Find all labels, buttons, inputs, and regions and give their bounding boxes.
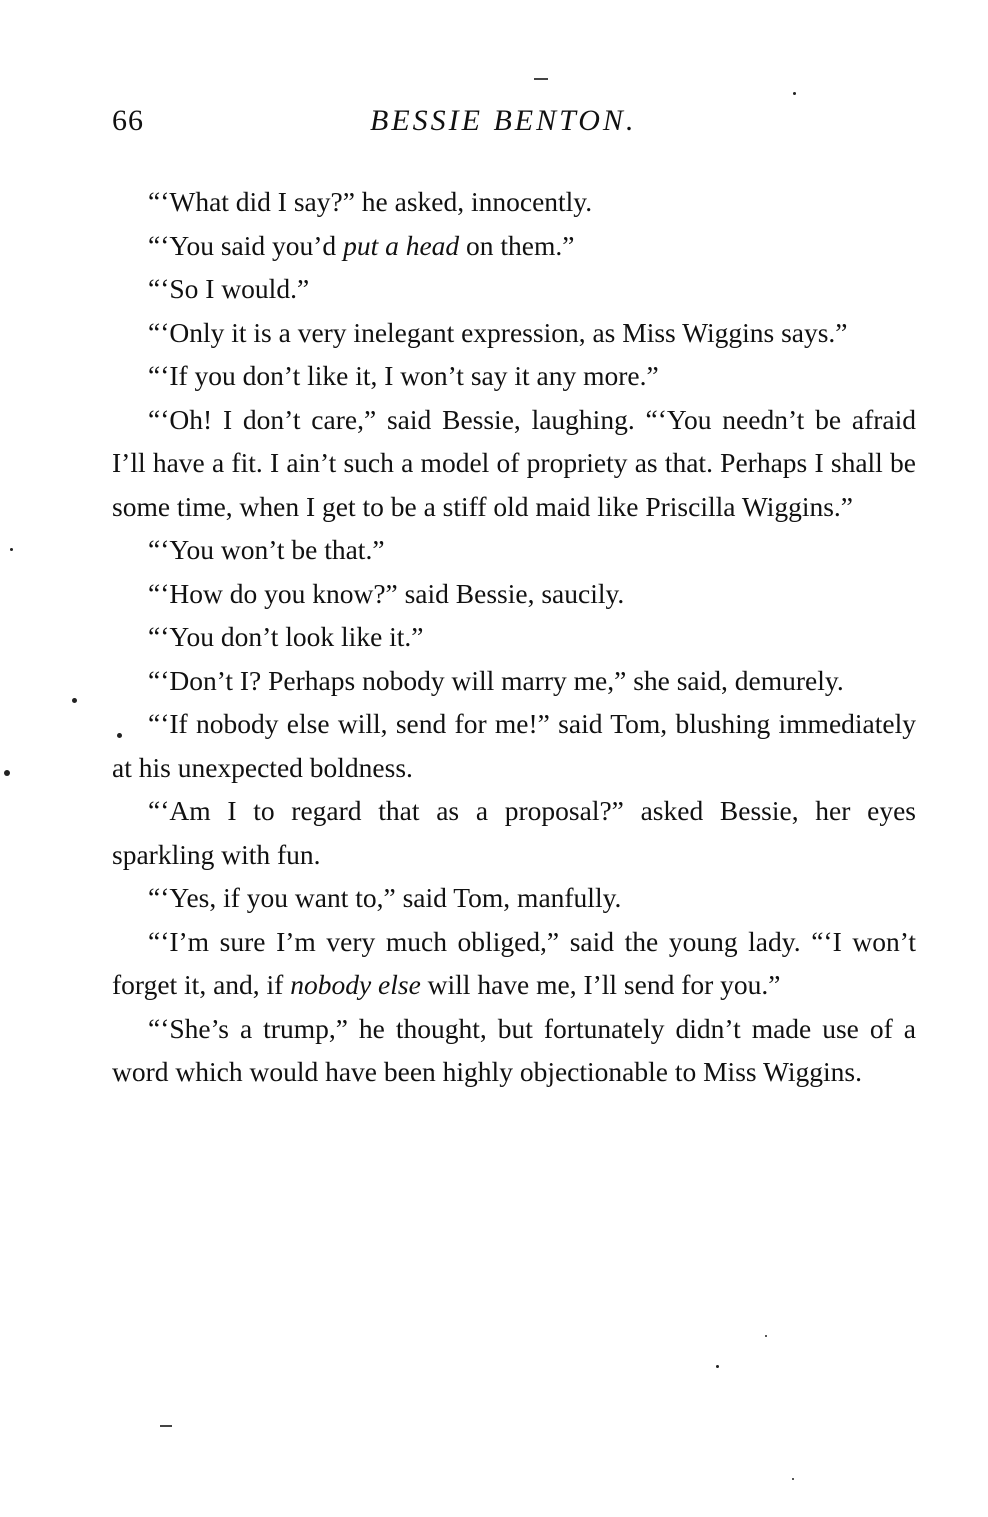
paragraph-text: “‘I’m sure I’m very much obliged,” said the young lady. “‘I won’t forget it, and, if [112,925,916,1000]
paragraph-text: “‘You don’t look like it.” [148,621,424,652]
paragraph [112,659,916,703]
paragraph [112,920,916,1007]
paragraph-text: “‘You said you’d [148,229,344,261]
italic-text: put a head [343,229,460,261]
paragraph-text: “‘Don’t I? Perhaps nobody will marry me,” she said, demurely. [148,664,844,696]
paragraph-text: “‘If you don’t like it, I won’t say it any more.” [148,360,659,391]
paragraph-text: “‘She’s a trump,” he thought, but fortunately didn’t made use of a word which would have been highly objectionable to Miss Wiggins. [112,1012,916,1087]
paragraph [112,311,916,355]
paragraph-text: on them.” [459,229,575,261]
running-title: BESSIE BENTON. [370,104,637,137]
paragraph-text: “‘What did I say?” he asked, innocently. [148,186,593,217]
paragraph [112,789,916,876]
paragraph-text: “‘If nobody else will, send for me!” said Tom, blushing immediately at his unexpected boldness. [112,708,916,783]
paragraph-text: “‘Yes, if you want to,” said Tom, manfully. [148,882,622,913]
page-number: 66 [112,104,144,137]
paragraph [112,1007,916,1094]
paragraph-text: “‘Oh! I don’t care,” said Bessie, laughing. “‘You needn’t be afraid I’ll have a fit. I ain’t such a model of propriety as that. Perhaps I shall be some time, when I get to be a stiff old maid like Priscilla Wiggins.” [112,403,916,522]
page-header [112,104,916,144]
paragraph [112,876,916,920]
paragraph-text: “‘You won’t be that.” [148,534,385,565]
paragraph [112,180,916,224]
paragraph-text: “‘So I would.” [148,273,310,304]
paragraph [112,702,916,789]
paragraph [112,615,916,659]
paragraph [112,528,916,572]
paragraph [112,224,916,268]
paragraph-text: will have me, I’ll send for you.” [420,969,781,1000]
body-text [112,180,916,1094]
paragraph [112,572,916,616]
paragraph-text: “‘Only it is a very inelegant expression, as Miss Wiggins says.” [148,316,848,348]
paragraph-text: “‘How do you know?” said Bessie, saucily. [148,577,625,609]
paragraph [112,354,916,398]
paragraph-text: “‘Am I to regard that as a proposal?” asked Bessie, her eyes sparkling with fun. [112,795,916,870]
paragraph [112,267,916,311]
paragraph [112,398,916,529]
italic-text: nobody else [290,969,421,1000]
